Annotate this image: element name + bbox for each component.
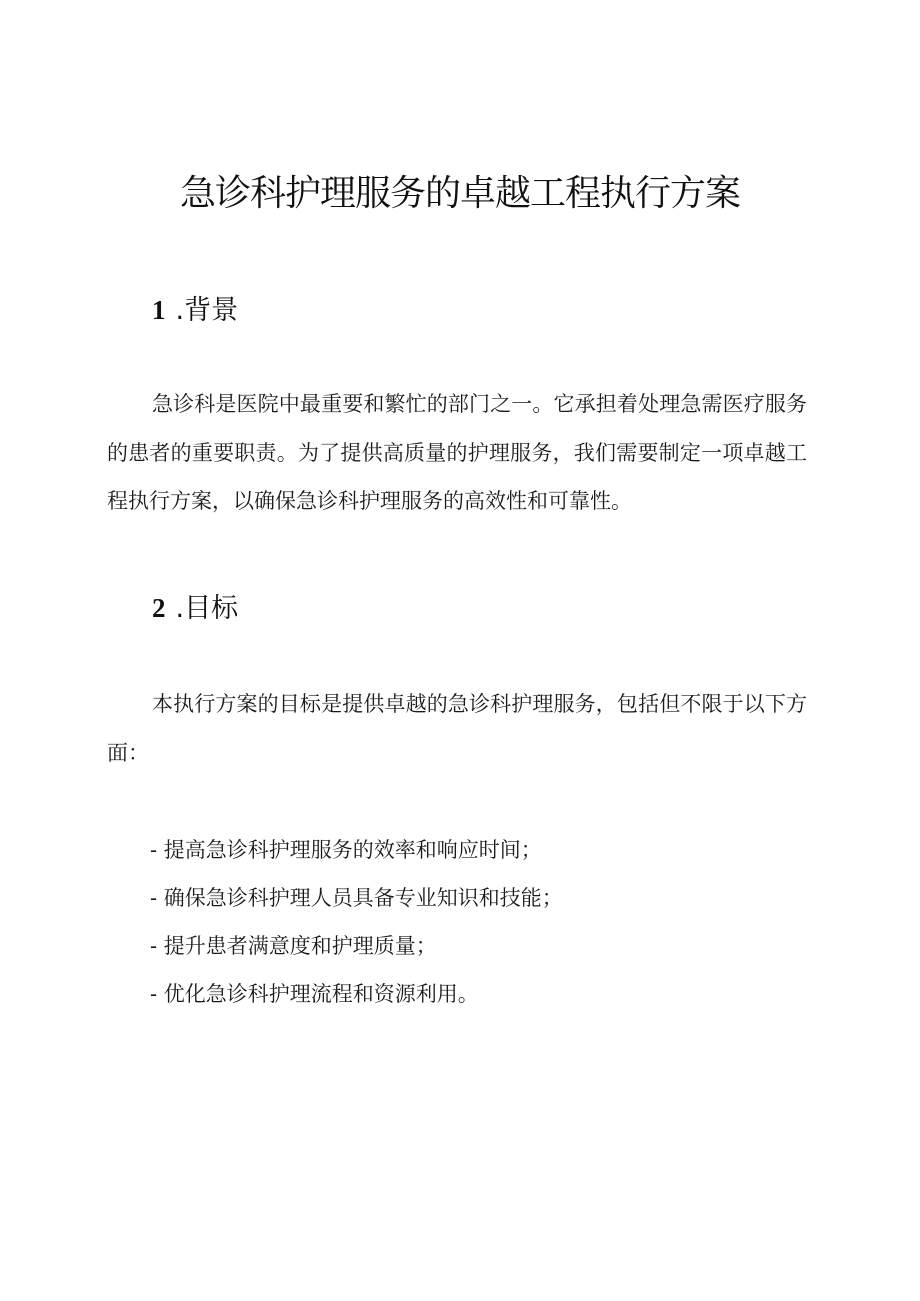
list-item: - 提升患者满意度和护理质量；	[150, 934, 437, 958]
section-number: 2	[152, 593, 166, 623]
goals-paragraph: 本执行方案的目标是提供卓越的急诊科护理服务，包括但不限于以下方面：	[107, 692, 807, 765]
section-heading-text: .背景	[175, 295, 239, 326]
list-item: - 确保急诊科护理人员具备专业知识和技能；	[150, 886, 563, 910]
goals-list	[150, 826, 563, 1018]
section-heading-text: .目标	[175, 593, 239, 624]
section-heading-goals	[152, 590, 238, 627]
list-item: - 优化急诊科护理流程和资源利用。	[150, 982, 479, 1006]
list-item: - 提高急诊科护理服务的效率和响应时间；	[150, 838, 542, 862]
section-number: 1	[152, 295, 166, 325]
document-title: 急诊科护理服务的卓越工程执行方案	[179, 173, 740, 214]
background-paragraph: 急诊科是医院中最重要和繁忙的部门之一。它承担着处理急需医疗服务的患者的重要职责。为了提供高质量的护理服务，我们需要制定一项卓越工程执行方案，以确保急诊科护理服务的高效性和可靠性。	[107, 392, 807, 513]
section-heading-background	[152, 292, 238, 329]
